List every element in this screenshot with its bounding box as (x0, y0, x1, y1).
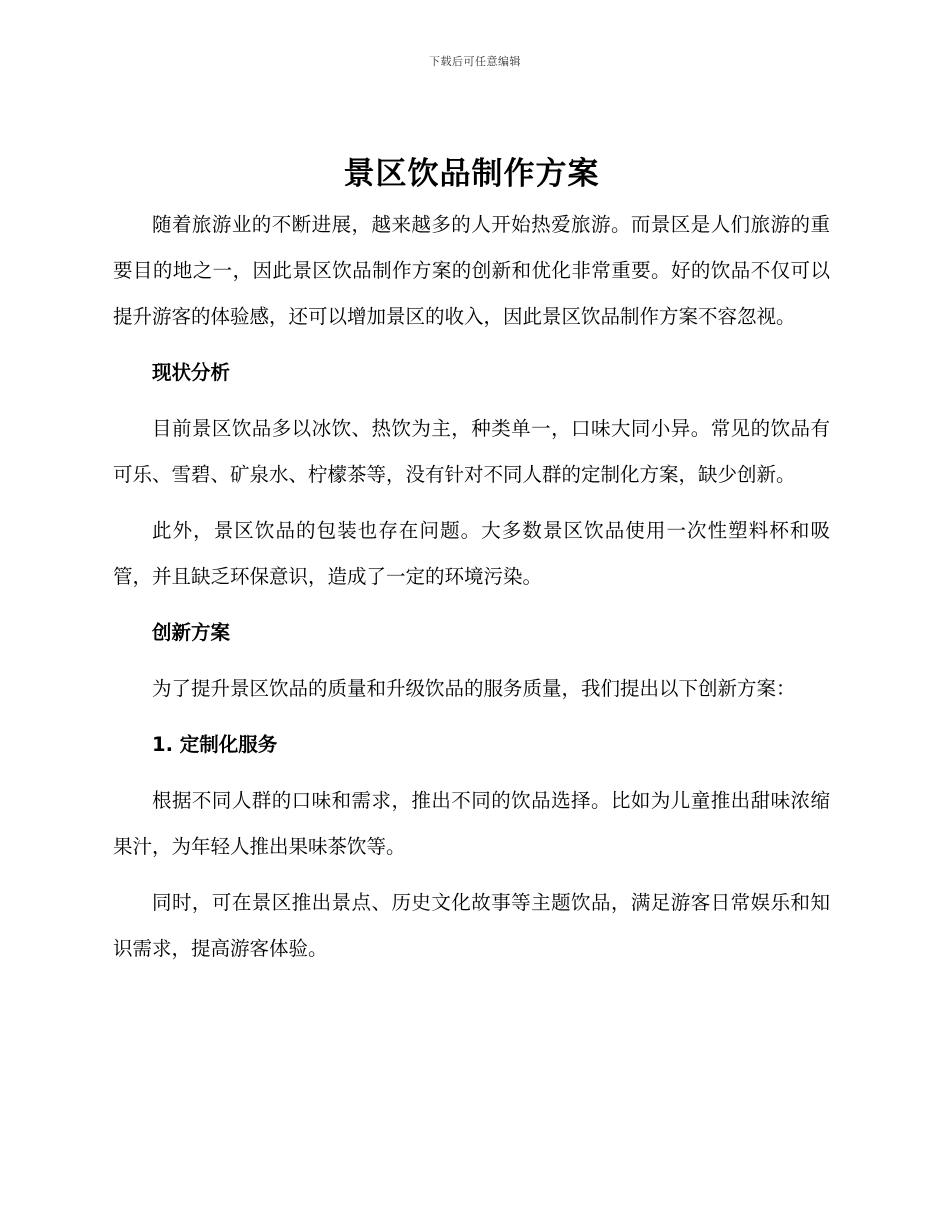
status-paragraph-2: 此外，景区饮品的包装也存在问题。大多数景区饮品使用一次性塑料杯和吸管，并且缺乏环保意识，造成了一定的环境污染。 (113, 519, 830, 588)
document-title: 景区饮品制作方案 (343, 156, 600, 192)
customization-paragraph-1: 根据不同人群的口味和需求，推出不同的饮品选择。比如为儿童推出甜味浓缩果汁，为年轻人推出果味茶饮等。 (113, 789, 830, 858)
header-note: 下载后可任意编辑 (429, 55, 521, 68)
document-body (113, 148, 830, 972)
section-heading-status: 现状分析 (152, 361, 231, 384)
subsection-heading-customization: 1. 定制化服务 (152, 733, 278, 756)
section-heading-innovation: 创新方案 (152, 621, 231, 644)
innovation-paragraph-1: 为了提升景区饮品的质量和升级饮品的服务质量，我们提出以下创新方案： (152, 677, 796, 700)
intro-paragraph: 随着旅游业的不断进展，越来越多的人开始热爱旅游。而景区是人们旅游的重要目的地之一，因此景区饮品制作方案的创新和优化非常重要。好的饮品不仅可以提升游客的体验感，还可以增加景区的收入，因此景区饮品制作方案不容忽视。 (113, 213, 830, 328)
status-paragraph-1: 目前景区饮品多以冰饮、热饮为主，种类单一，口味大同小异。常见的饮品有可乐、雪碧、矿泉水、柠檬茶等，没有针对不同人群的定制化方案，缺少创新。 (113, 417, 830, 486)
customization-paragraph-2: 同时，可在景区推出景点、历史文化故事等主题饮品，满足游客日常娱乐和知识需求，提高游客体验。 (113, 891, 830, 960)
